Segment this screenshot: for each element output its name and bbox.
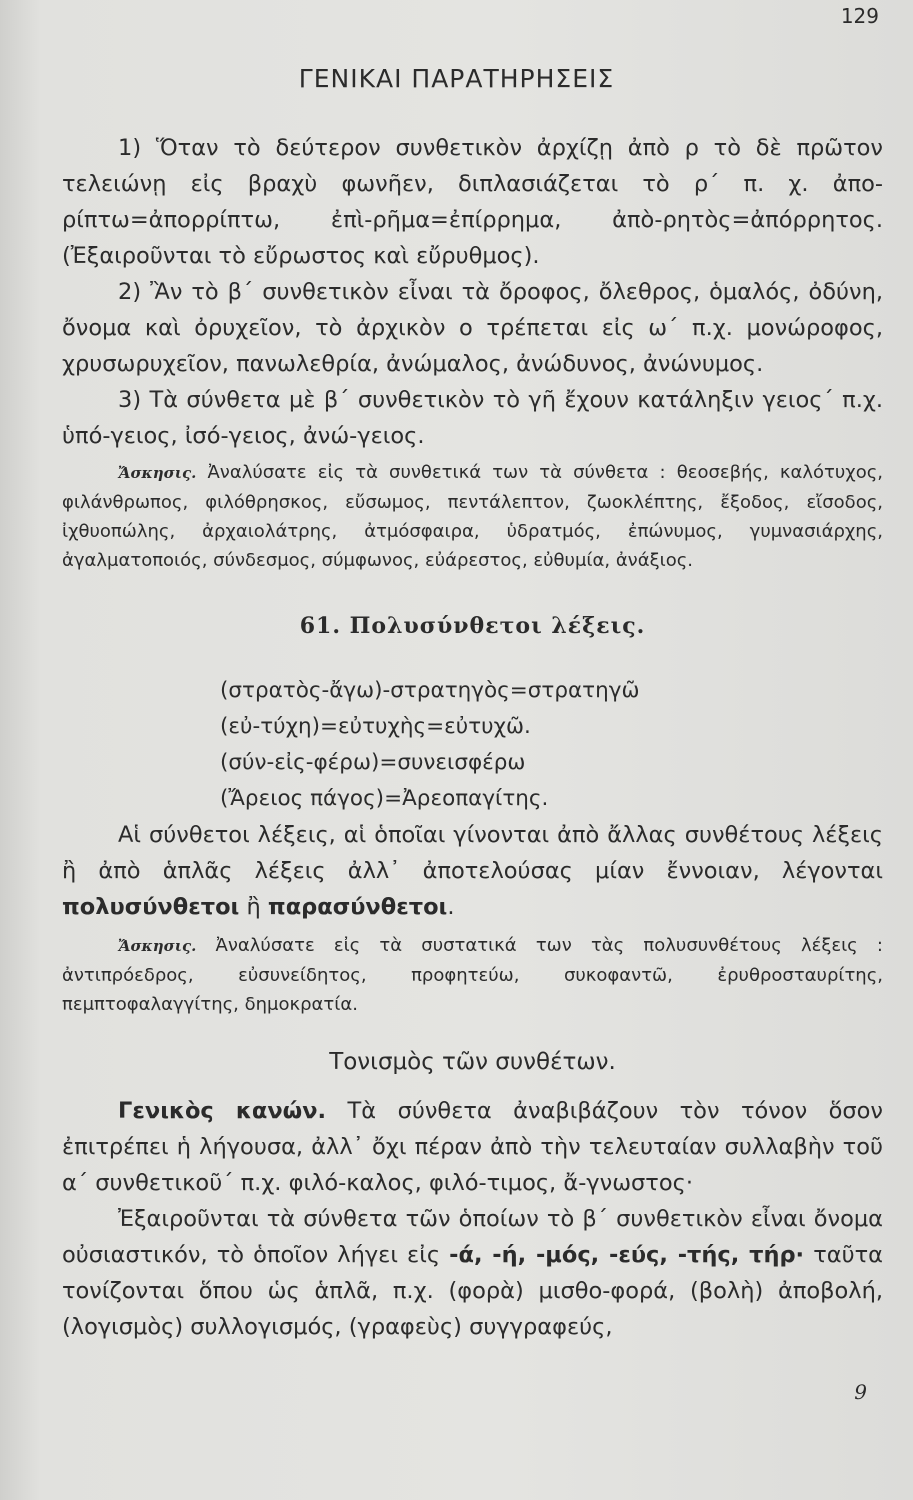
page-body (62, 130, 883, 1345)
accent-subheading: Τονισμὸς τῶν συνθέτων. (329, 1049, 616, 1075)
rule-2: 2) Ἂν τὸ β΄ συνθετικὸν εἶναι τὰ ὄροφος, ὄλεθρος, ὁμαλός, ὀδύνη, ὄνομα καὶ ὀρυχεῖον, τὸ ἀρχικὸν ο τρέπεται εἰς ω΄ π.χ. μονώροφος, χρυσωρυχεῖον, πανωλεθρία, ἀνώμαλος, ἀνώδυνος, ἀνώνυμος. (62, 279, 883, 377)
definition-paragraph (62, 817, 883, 925)
rule-1: 1) Ὅταν τὸ δεύτερον συνθετικὸν ἀρχίζῃ ἀπὸ ρ τὸ δὲ πρῶτον τελειώνῃ εἰς βραχὺ φωνῆεν, διπλασιάζεται τὸ ρ΄ π. χ. ἀπο-ρίπτω=ἀπορρίπτω, ἐπὶ-ρῆμα=ἐπίρρημα, ἀπὸ-ρητὸς=ἀπόρρητος. (Ἐξαιροῦνται τὸ εὔρωστος καὶ εὔρυθμος). (62, 135, 883, 269)
formation-item: (Ἄρειος πάγος)=Ἀρεοπαγίτης. (220, 786, 549, 811)
exception-paragraph (62, 1201, 883, 1345)
definition-end: . (447, 894, 455, 920)
exception-text-2: ταῦτα τονίζονται ὅπου ὡς ἁπλᾶ, π.χ. (φορὰ) μισθο-φορά, (βολὴ) ἀποβολή, (λογισμὸς) συλλογισμός, (γραφεὺς) συγγραφεύς, (62, 1242, 884, 1340)
formation-item: (εὐ-τύχη)=εὐτυχὴς=εὐτυχῶ. (220, 714, 531, 739)
formation-item: (στρατὸς-ἄγω)-στρατηγὸς=στρατηγῶ (220, 678, 640, 703)
general-rule-paragraph (62, 1093, 883, 1201)
formation-item: (σύν-εἰς-φέρω)=συνεισφέρω (220, 750, 526, 775)
section-heading: 61. Πολυσύνθετοι λέξεις. (299, 613, 646, 639)
formations-list (62, 673, 883, 817)
signature-mark: 9 (854, 1380, 867, 1404)
general-rule-text: Τὰ σύνθετα ἀναβιβάζουν τὸν τόνον ὅσον ἐπιτρέπει ἡ λήγουσα, ἀλλ᾽ ὄχι πέραν ἀπὸ τὴν τελευταίαν συλλαβὴν τοῦ α΄ συνθετικοῦ΄ π.χ. φιλό-καλος, φιλό-τιμος, ἄ-γνωστος· (62, 1098, 883, 1196)
definition-text: Αἱ σύνθετοι λέξεις, αἱ ὁποῖαι γίνονται ἀπὸ ἄλλας συνθέτους λέξεις ἢ ἀπὸ ἁπλᾶς λέξεις ἀλλ᾽ ἀποτελούσας μίαν ἔννοιαν, λέγονται (62, 822, 883, 884)
exercise-2 (62, 931, 883, 1019)
exercise-1 (62, 458, 883, 575)
page-title: ΓΕΝΙΚΑΙ ΠΑΡΑΤΗΡΗΣΕΙΣ (298, 64, 615, 93)
exercise-2-text: Ἀναλύσατε εἰς τὰ συστατικά των τὰς πολυσυνθέτους λέξεις : ἀντιπρόεδρος, εὐσυνείδητος, προφητεύω, συκοφαντῶ, ἐρυθροσταυρίτης, πεμπτοφαλαγγίτης, δημοκρατία. (62, 935, 883, 1015)
exercise-1-label: Ἄσκησις. (118, 464, 197, 482)
term-polysyntheta: πολυσύνθετοι (62, 894, 240, 920)
rule-3: 3) Τὰ σύνθετα μὲ β΄ συνθετικὸν τὸ γῆ ἔχουν κατάληξιν γειος΄ π.χ. ὑπό-γειος, ἰσό-γειος, ἀνώ-γειος. (62, 387, 883, 449)
exercise-1-text: Ἀναλύσατε εἰς τὰ συνθετικά των τὰ σύνθετα : θεοσεβής, καλότυχος, φιλάνθρωπος, φιλόθρησκος, εὔσωμος, πεντάλεπτον, ζωοκλέπτης, ἔξοδος, εἴσοδος, ἰχθυοπώλης, ἀρχαιολάτρης, ἀτμόσφαιρα, ὑδρατμός, ἐπώνυμος, γυμνασιάρχης, ἀγαλματοποιός, σύνδεσμος, σύμφωνος, εὐάρεστος, εὐθυμία, ἀνάξιος. (62, 462, 883, 571)
exercise-2-label: Ἄσκησις. (118, 937, 197, 955)
exception-text-1: Ἐξαιροῦνται τὰ σύνθετα τῶν ὁποίων τὸ β΄ συνθετικὸν εἶναι ὄνομα οὐσιαστικόν, τὸ ὁποῖον λήγει εἰς (62, 1206, 883, 1268)
term-parasyntheta: παρασύνθετοι (267, 894, 448, 920)
general-rule-label: Γενικὸς κανών. (118, 1098, 327, 1124)
page-number: 129 (840, 4, 879, 28)
exception-endings: -ά, -ή, -μός, -εύς, -τής, τήρ· (449, 1242, 805, 1268)
definition-or: ἢ (246, 894, 261, 920)
